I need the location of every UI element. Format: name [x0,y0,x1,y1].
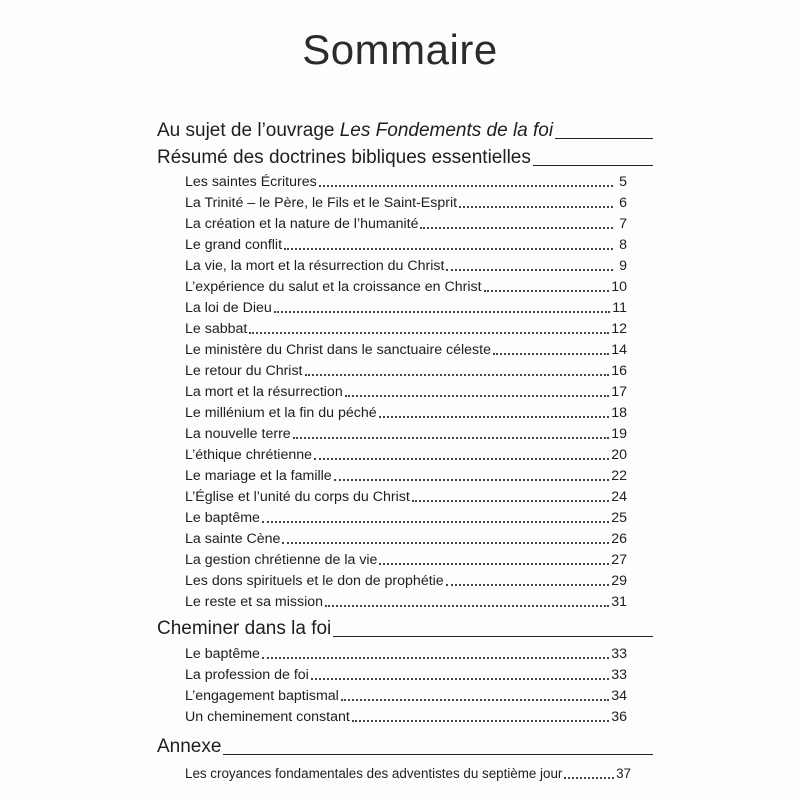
toc-entry-page: 24 [611,489,627,505]
toc-entry[interactable] [185,359,627,380]
toc-entry[interactable] [185,275,627,296]
toc-entry[interactable] [185,548,627,569]
toc-entry[interactable] [185,317,627,338]
toc-entry[interactable] [185,762,631,783]
dot-leader [379,563,609,565]
toc-entry-title: Les dons spirituels et le don de prophétie [185,573,444,589]
book-title-italic: Les Fondements de la foi [339,120,554,141]
section-rule [533,165,653,166]
dot-leader [341,699,609,701]
section-rule [223,754,653,755]
section-heading-label: Résumé des doctrines bibliques essentielles [157,147,531,168]
dot-leader [311,678,609,680]
toc-entry-title: L’engagement baptismal [185,688,339,704]
toc-entry-title: Le ministère du Christ dans le sanctuaire céleste [185,342,491,358]
toc-entry[interactable] [185,527,627,548]
dot-leader [412,500,609,502]
toc-entry[interactable] [185,191,627,212]
toc-entry-title: L’éthique chrétienne [185,447,313,463]
toc-entry-page: 33 [611,667,627,683]
toc-entry-page: 17 [611,384,627,400]
dot-leader [484,290,610,292]
toc-entry[interactable] [185,443,627,464]
toc-entry[interactable] [185,296,627,317]
toc-entry-page: 11 [612,300,627,316]
toc-entry-title: Les saintes Écritures [185,174,317,190]
toc-entry-page: 26 [611,531,627,547]
toc-entry[interactable] [185,233,627,254]
toc-entry[interactable] [185,705,627,726]
section-heading-cheminer[interactable] [157,612,653,640]
toc-entry-title: Le millénium et la fin du péché [185,405,377,421]
dot-leader [305,374,610,376]
toc-entry-title: Un cheminement constant [185,709,350,725]
toc-entry[interactable] [185,642,627,663]
toc-entry-title: Les croyances fondamentales des adventistes du septième jour [185,766,563,781]
dot-leader [274,311,611,313]
section-heading-label: Au sujet de l’ouvrage Les Fondements de la foi [157,120,554,141]
dot-leader [262,521,609,523]
dot-leader [420,227,613,229]
section-heading-label: Annexe [157,736,222,757]
toc-entry-title: Le sabbat [185,321,248,337]
dot-leader [564,777,614,779]
toc-entry-page: 27 [611,552,627,568]
toc-entry-page: 36 [611,709,627,725]
toc-entry[interactable] [185,401,627,422]
toc-entry[interactable] [185,422,627,443]
dot-leader [334,479,610,481]
toc-entry-title: La mort et la résurrection [185,384,343,400]
toc-entry-title: La gestion chrétienne de la vie [185,552,378,568]
toc-entry-page: 12 [611,321,627,337]
toc-entry[interactable] [185,590,627,611]
toc-entry-page: 10 [611,279,627,295]
dot-leader [379,416,610,418]
toc-entry-page: 18 [611,405,627,421]
dot-leader [493,353,609,355]
toc-entry-page: 20 [611,447,627,463]
toc-entry-page: 29 [611,573,627,589]
toc-entry-page: 9 [619,258,627,274]
toc-entry[interactable] [185,464,627,485]
section-heading-label: Cheminer dans la foi [157,618,332,639]
toc-entry[interactable] [185,663,627,684]
toc-entry[interactable] [185,569,627,590]
toc-entry-page: 37 [616,766,631,781]
toc-entry-page: 25 [611,510,627,526]
dot-leader [319,185,613,187]
toc-entry-title: La profession de foi [185,667,309,683]
section-heading-doctrines[interactable] [157,141,653,169]
toc-entry-title: La sainte Cène [185,531,281,547]
toc-entry[interactable] [185,338,627,359]
toc-entry[interactable] [185,254,627,275]
toc-entry-page: 7 [619,216,627,232]
section-rule [333,636,653,637]
dot-leader [293,437,610,439]
toc-entry-title: La Trinité – le Père, le Fils et le Saint-Esprit [185,195,458,211]
dot-leader [446,269,613,271]
section-rule [555,138,653,139]
section-heading-about[interactable] [157,114,653,142]
dot-leader [284,248,613,250]
toc-entry-title: Le baptême [185,510,260,526]
toc-entry-title: Le grand conflit [185,237,283,253]
toc-entry-title: La loi de Dieu [185,300,272,316]
toc-entry-page: 5 [619,174,627,190]
dot-leader [446,584,610,586]
dot-leader [325,605,609,607]
toc-entry-page: 33 [611,646,627,662]
toc-entry[interactable] [185,485,627,506]
toc-entry-title: L’expérience du salut et la croissance en Christ [185,279,482,295]
toc-entry-title: La création et la nature de l’humanité [185,216,419,232]
dot-leader [345,395,610,397]
toc-entry-title: Le mariage et la famille [185,468,332,484]
toc-entry-page: 8 [619,237,627,253]
dot-leader [459,206,613,208]
toc-entry-title: L’Église et l’unité du corps du Christ [185,489,410,505]
dot-leader [282,542,609,544]
toc-entry-page: 22 [611,468,627,484]
toc-entry[interactable] [185,684,627,705]
toc-entry[interactable] [185,506,627,527]
dot-leader [262,657,609,659]
toc-entry-page: 19 [611,426,627,442]
dot-leader [352,720,609,722]
toc-entry-page: 16 [611,363,627,379]
page-title: Sommaire [302,26,498,73]
dot-leader [249,332,609,334]
toc-entry[interactable] [185,380,627,401]
toc-entry-title: Le reste et sa mission [185,594,323,610]
section-heading-annexe[interactable] [157,730,653,758]
toc-entry[interactable] [185,170,627,191]
toc-entry-page: 31 [611,594,627,610]
toc-entry-page: 34 [611,688,627,704]
toc-entry-title: La vie, la mort et la résurrection du Christ [185,258,445,274]
dot-leader [314,458,609,460]
toc-entry-title: Le baptême [185,646,260,662]
toc-entry-page: 6 [619,195,627,211]
toc-entry[interactable] [185,212,627,233]
toc-entry-page: 14 [611,342,627,358]
toc-entry-title: La nouvelle terre [185,426,291,442]
toc-entry-title: Le retour du Christ [185,363,303,379]
